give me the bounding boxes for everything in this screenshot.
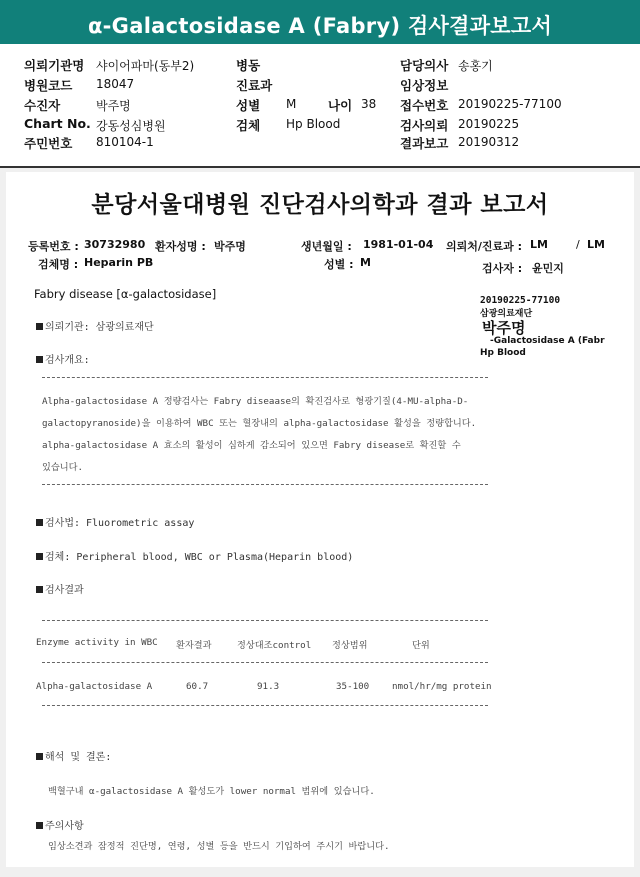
- label-specimen-name: 검체명 :: [38, 258, 79, 271]
- bullet-square-icon: [36, 553, 43, 560]
- section-notes-heading: [36, 817, 84, 832]
- table-cell-normal-range: 35-100: [336, 681, 370, 692]
- section-results-heading: [36, 581, 84, 596]
- value-sex: M: [286, 97, 297, 111]
- value-department: LM: [587, 238, 605, 251]
- sticker-specimen: Hp Blood: [480, 348, 526, 358]
- interpretation-heading-text: 해석 및 결론:: [45, 752, 112, 763]
- label-report-date: 결과보고: [400, 136, 449, 151]
- label-requesting-institution: 의뢰기관명: [24, 58, 85, 73]
- header-divider: [0, 166, 640, 168]
- institution-text: 의뢰기관: 삼광의료재단: [45, 322, 154, 333]
- table-cell-enzyme: Alpha-galactosidase A: [36, 681, 153, 692]
- report-title: 분당서울대병원 진단검사의학과 결과 보고서: [91, 192, 549, 218]
- label-ward: 병동: [236, 58, 261, 73]
- request-info-header: [0, 44, 640, 166]
- table-header-patient-result: 환자결과: [176, 640, 212, 651]
- table-header-unit: 단위: [412, 640, 430, 651]
- value-specimen: Hp Blood: [286, 117, 341, 131]
- table-header-normal-control: 정상대조control: [237, 640, 312, 651]
- overview-line-2: galactopyranoside)을 이용하여 WBC 또는 혈장내의 alpha-galactosidase 활성을 정량합니다.: [42, 418, 477, 429]
- label-patient-name: 환자성명 :: [155, 240, 206, 253]
- sticker-accession: 20190225-77100: [480, 295, 561, 306]
- label-age: 나이: [328, 98, 353, 113]
- value-accession-no: 20190225-77100: [458, 97, 562, 111]
- bullet-square-icon: [36, 356, 43, 363]
- label-request-date: 검사의뢰: [400, 118, 449, 133]
- sticker-patient: 박주명: [482, 319, 526, 337]
- document-title: α-Galactosidase A (Fabry) 검사결과보고서: [87, 14, 553, 38]
- specimen-text: 검체: Peripheral blood, WBC or Plasma(Heparin blood): [45, 552, 354, 563]
- value-specimen-name: Heparin PB: [84, 256, 154, 269]
- table-header-normal-range: 정상범위: [332, 640, 368, 651]
- label-examinee: 수진자: [24, 98, 61, 113]
- label-accession-no: 접수번호: [400, 98, 449, 113]
- dashed-divider: [42, 377, 488, 378]
- test-name: Fabry disease [α-galactosidase]: [34, 287, 217, 301]
- label-sex: 성별: [236, 98, 261, 113]
- notes-heading-text: 주의사항: [45, 821, 84, 832]
- bullet-square-icon: [36, 323, 43, 330]
- label-registration-no: 등록번호 :: [28, 240, 79, 253]
- section-institution: [36, 318, 154, 333]
- label-clinical-info: 임상정보: [400, 78, 449, 93]
- label-birth-date: 생년월일 :: [301, 240, 352, 253]
- value-examinee: 박주명: [96, 99, 131, 113]
- label-report-sex: 성별 :: [324, 258, 354, 271]
- table-cell-patient-result: 60.7: [186, 681, 209, 692]
- label-tester: 검사자 :: [482, 262, 523, 275]
- value-physician: 송홍기: [458, 59, 493, 73]
- label-specimen: 검체: [236, 118, 261, 133]
- label-department: 진료과: [236, 78, 273, 93]
- notes-text: 임상소견과 잠정적 진단명, 연령, 성별 등을 반드시 기입하여 주시기 바랍니다.: [48, 841, 390, 852]
- value-registration-no: 30732980: [84, 238, 146, 251]
- results-heading-text: 검사결과: [45, 585, 84, 596]
- label-chart-no: Chart No.: [24, 116, 91, 131]
- title-bar: [0, 0, 640, 44]
- value-resident-no: 810104-1: [96, 135, 154, 149]
- bullet-square-icon: [36, 519, 43, 526]
- overview-heading-text: 검사개요:: [45, 355, 90, 366]
- dashed-divider: [42, 620, 488, 621]
- table-cell-normal-control: 91.3: [257, 681, 280, 692]
- overview-line-3: alpha-galactosidase A 효소의 활성이 심하게 감소되어 있으면 Fabry disease로 확진할 수: [42, 440, 461, 451]
- label-physician: 담당의사: [400, 58, 449, 73]
- label-hospital-code: 병원코드: [24, 78, 73, 93]
- overview-line-4: 있습니다.: [42, 462, 84, 473]
- table-header-enzyme: Enzyme activity in WBC: [36, 637, 158, 648]
- method-text: 검사법: Fluorometric assay: [45, 518, 195, 529]
- dashed-divider: [42, 484, 488, 485]
- value-request-date: 20190225: [458, 117, 520, 131]
- section-method: [36, 514, 194, 529]
- section-overview-heading: [36, 351, 90, 366]
- value-birth-date: 1981-01-04: [363, 238, 434, 251]
- value-hospital-code: 18047: [96, 77, 135, 91]
- table-cell-unit: nmol/hr/mg protein: [392, 681, 492, 692]
- specimen-label-sticker: [480, 292, 634, 364]
- bullet-square-icon: [36, 753, 43, 760]
- bullet-square-icon: [36, 586, 43, 593]
- value-referral-dept: LM: [530, 238, 548, 251]
- value-chart-no: 강동성심병원: [96, 119, 166, 133]
- section-specimen: [36, 548, 353, 563]
- value-requesting-institution: 샤이어파마(동부2): [96, 59, 195, 73]
- value-report-sex: M: [360, 256, 371, 269]
- value-age: 38: [361, 97, 377, 111]
- sticker-lab: 삼광의료재단: [480, 309, 533, 319]
- value-tester: 윤민지: [532, 262, 564, 275]
- sticker-test: -Galactosidase A (Fabr: [490, 336, 605, 346]
- label-referral-dept: 의뢰처/진료과 :: [446, 240, 523, 253]
- interpretation-text: 백혈구내 α-galactosidase A 활성도가 lower normal 범위에 있습니다.: [48, 786, 375, 797]
- dashed-divider: [42, 705, 488, 706]
- scanned-lab-report: [6, 172, 634, 867]
- dashed-divider: [42, 662, 488, 663]
- overview-line-1: Alpha-galactosidase A 정량검사는 Fabry diseaase의 확진검사로 형광기질(4-MU-alpha-D-: [42, 396, 469, 407]
- value-report-date: 20190312: [458, 135, 520, 149]
- section-interpretation-heading: [36, 748, 111, 763]
- dept-separator: /: [576, 238, 580, 251]
- value-patient-name: 박주명: [214, 240, 246, 253]
- label-resident-no: 주민번호: [24, 136, 73, 151]
- bullet-square-icon: [36, 822, 43, 829]
